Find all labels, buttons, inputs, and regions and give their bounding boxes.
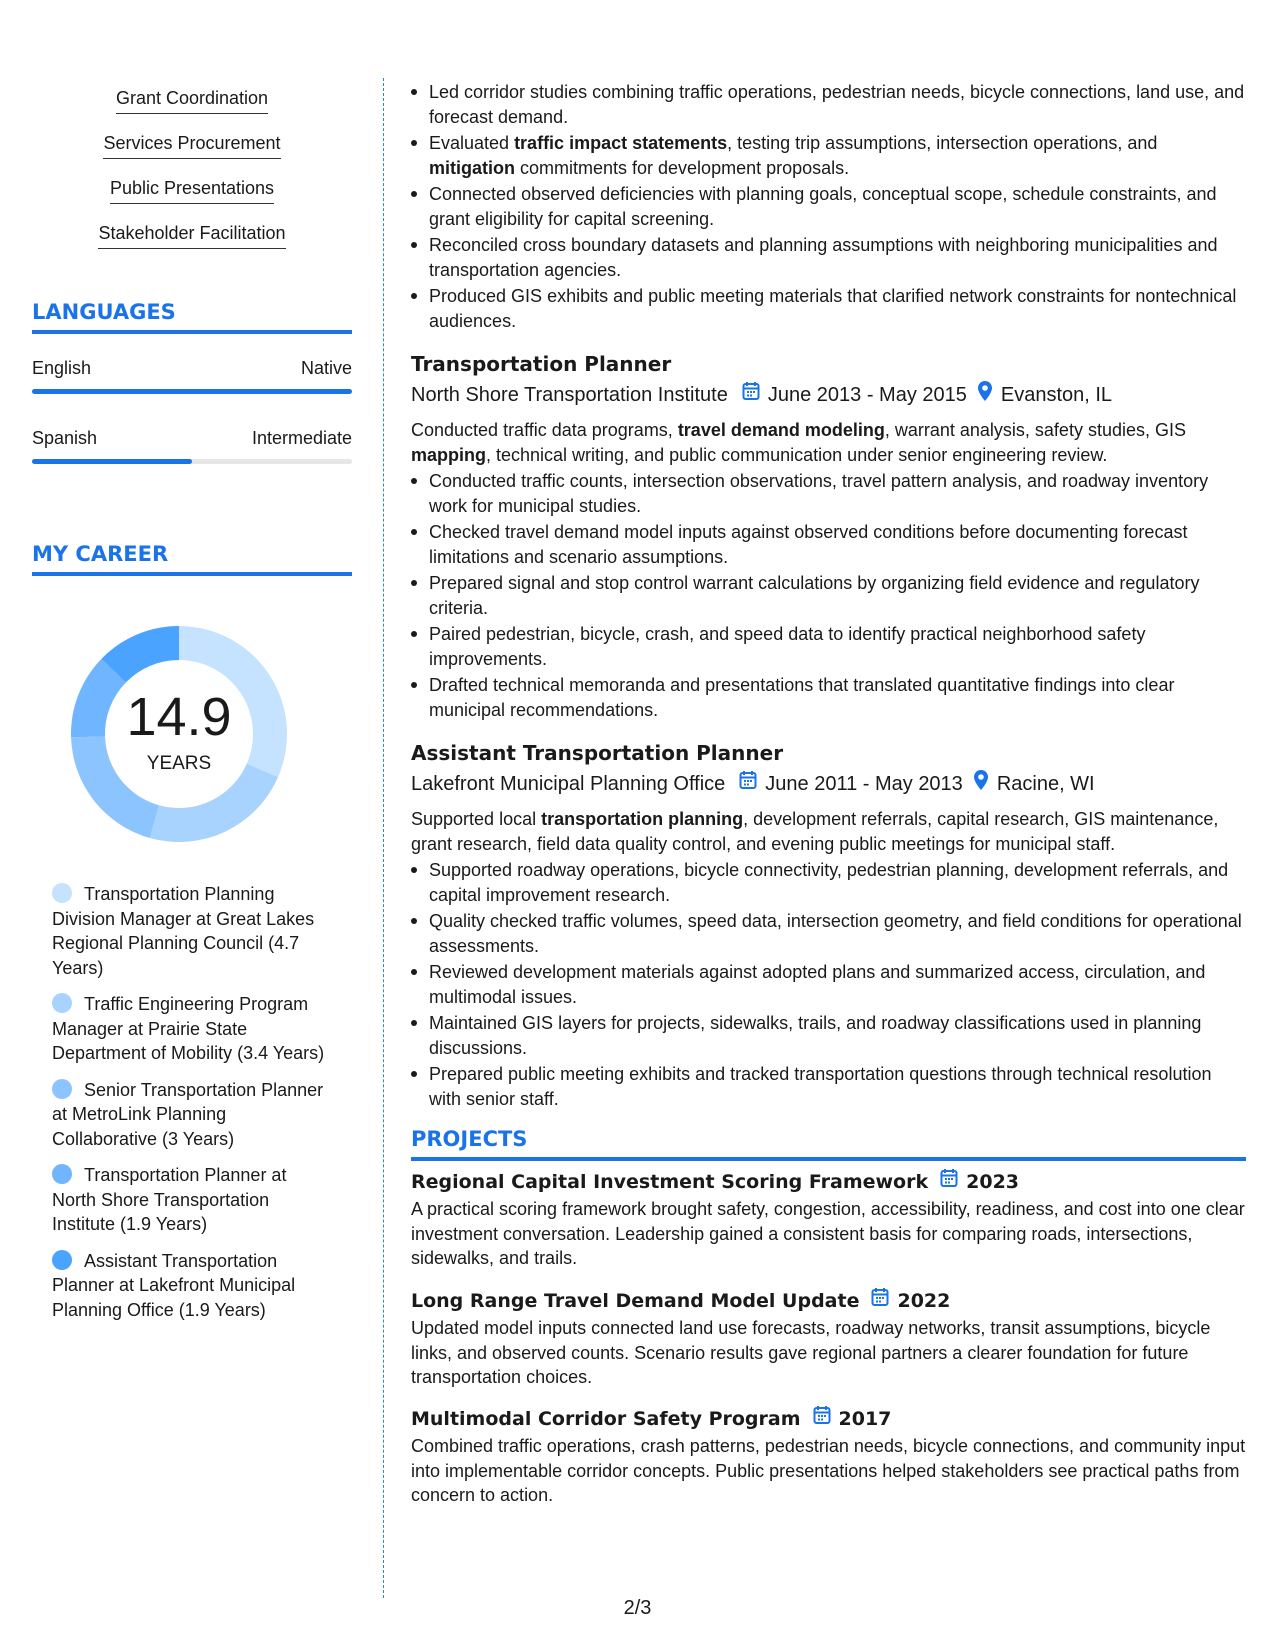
job-location: Racine, WI [996,773,1095,795]
legend-dot-icon [52,993,72,1013]
project-entry [411,1405,1246,1508]
project-header [411,1405,1246,1432]
career-legend-text: Assistant Transportation Planner at Lakefront Municipal Planning Office (1.9 Years) [52,1250,296,1320]
career-heading: MY CAREER [32,542,352,576]
legend-dot-icon [52,1164,72,1184]
calendar-icon [739,770,757,798]
skills-list [32,88,352,268]
language-name: English [32,358,92,378]
language-level-fill [32,459,192,464]
project-entry [411,1168,1246,1271]
bullet-item: Supported roadway operations, bicycle connectivity, pedestrian planning, development referrals, and capital improvement research. [429,858,1246,907]
career-legend-text: Traffic Engineering Program Manager at Prairie State Department of Mobility (3.4 Years) [52,994,325,1063]
skill-item: Stakeholder Facilitation [98,223,285,249]
bullet-item: Led corridor studies combining traffic operations, pedestrian needs, bicycle connections, land use, and forecast demand. [429,80,1246,129]
bullet-item: Produced GIS exhibits and public meeting materials that clarified network constraints for nontechnical audiences. [429,284,1246,333]
skill-item: Public Presentations [110,178,274,204]
language-row [32,358,352,379]
career-legend-item [52,882,332,980]
bullet-item: Prepared signal and stop control warrant calculations by organizing field evidence and regulatory criteria. [429,571,1246,620]
career-legend [52,882,332,1334]
calendar-icon [940,1168,958,1195]
career-legend-item [52,1163,332,1237]
donut-center [66,621,292,847]
project-year: 2023 [966,1170,1020,1193]
job-entry [411,350,1246,724]
career-legend-item [52,992,332,1066]
page-number: 2/3 [623,1597,652,1619]
bullet-item: Reviewed development materials against adopted plans and summarized access, circulation, and multimodal issues. [429,960,1246,1009]
bullet-item: Connected observed deficiencies with planning goals, conceptual scope, schedule constraints, and grant eligibility for capital screening. [429,182,1246,231]
language-name: Spanish [32,428,98,448]
career-legend-text: Transportation Planning Division Manager at Great Lakes Regional Planning Council (4.7 Years) [52,884,315,978]
career-legend-item [52,1249,332,1323]
project-title: Multimodal Corridor Safety Program [411,1407,801,1430]
project-year: 2017 [838,1407,892,1430]
project-title: Regional Capital Investment Scoring Framework [411,1170,929,1193]
location-pin-icon [977,380,993,410]
career-total-unit: YEARS [146,753,212,774]
job-summary: Conducted traffic data programs, travel demand modeling, warrant analysis, safety studies, GIS mapping, technical writing, and public communication under senior engineering review. [411,420,1186,465]
project-description: Combined traffic operations, crash patterns, pedestrian needs, bicycle connections, and community input into implementable corridor concepts. Public presentations helped stakeholders see practical paths from concern to action. [411,1436,1246,1505]
job-summary: Supported local transportation planning, development referrals, capital research, GIS maintenance, grant research, field data quality control, and evening public meetings for municipal staff. [411,809,1219,854]
career-legend-text: Senior Transportation Planner at MetroLink Planning Collaborative (3 Years) [52,1079,324,1149]
languages-heading: LANGUAGES [32,300,352,334]
language-level-bar [32,389,352,394]
bullet-item: Reconciled cross boundary datasets and planning assumptions with neighboring municipalities and transportation agencies. [429,233,1246,282]
career-donut-chart [66,621,292,847]
job-dates: June 2013 - May 2015 [767,384,967,406]
bullet-item: Quality checked traffic volumes, speed data, intersection geometry, and field conditions for operational assessments. [429,909,1246,958]
language-level: Intermediate [251,428,352,448]
company-name: Lakefront Municipal Planning Office [411,773,726,795]
project-year: 2022 [897,1289,951,1312]
bullet-list [411,858,1246,1111]
skill-item: Grant Coordination [116,88,268,114]
skill-item: Services Procurement [103,133,280,159]
job-entry [411,739,1246,1113]
legend-dot-icon [52,1079,72,1099]
location-pin-icon [973,769,989,799]
project-title: Long Range Travel Demand Model Update [411,1289,860,1312]
language-level-fill [32,389,352,394]
bullet-item: Maintained GIS layers for projects, sidewalks, trails, and roadway classifications used in planning discussions. [429,1011,1246,1060]
language-level-bar [32,459,352,464]
bullet-list [411,80,1246,333]
legend-dot-icon [52,883,72,903]
project-header [411,1287,1246,1314]
projects-heading: PROJECTS [411,1127,1246,1161]
column-divider [383,78,384,1598]
calendar-icon [813,1405,831,1432]
job-meta [411,380,1246,410]
bullet-list [411,469,1246,722]
bullet-item: Paired pedestrian, bicycle, crash, and speed data to identify practical neighborhood safety improvements. [429,622,1246,671]
job-location: Evanston, IL [1000,384,1113,406]
project-entry [411,1287,1246,1390]
bullet-item: Checked travel demand model inputs against observed conditions before documenting forecast limitations and scenario assumptions. [429,520,1246,569]
job-title: Assistant Transportation Planner [411,741,784,765]
project-header [411,1168,1246,1195]
career-legend-item [52,1078,332,1152]
job-meta [411,769,1246,799]
project-description: A practical scoring framework brought safety, congestion, accessibility, readiness, and cost into one clear investment conversation. Leadership gained a consistent basis for comparing roads, intersections, sidewalks, and trails. [411,1199,1245,1268]
bullet-item: Conducted traffic counts, intersection observations, travel pattern analysis, and roadway inventory work for municipal studies. [429,469,1246,518]
legend-dot-icon [52,1250,72,1270]
bullet-item: Drafted technical memoranda and presentations that translated quantitative findings into clear municipal recommendations. [429,673,1246,722]
language-level: Native [300,358,352,378]
language-row [32,428,352,449]
career-legend-text: Transportation Planner at North Shore Transportation Institute (1.9 Years) [52,1165,287,1234]
career-total-years: 14.9 [126,687,232,747]
calendar-icon [742,381,760,409]
job-dates: June 2011 - May 2013 [765,773,963,795]
calendar-icon [871,1287,889,1314]
job-title: Transportation Planner [411,352,672,376]
company-name: North Shore Transportation Institute [411,384,728,406]
previous-job-bullets [411,80,1246,335]
bullet-item: Evaluated traffic impact statements, testing trip assumptions, intersection operations, and mitigation commitments for development proposals. [429,131,1246,180]
project-description: Updated model inputs connected land use forecasts, roadway networks, transit assumptions, bicycle links, and observed counts. Scenario results gave regional partners a clearer foundation for future transportation choices. [411,1318,1211,1387]
bullet-item: Prepared public meeting exhibits and tracked transportation questions through technical resolution with senior staff. [429,1062,1246,1111]
